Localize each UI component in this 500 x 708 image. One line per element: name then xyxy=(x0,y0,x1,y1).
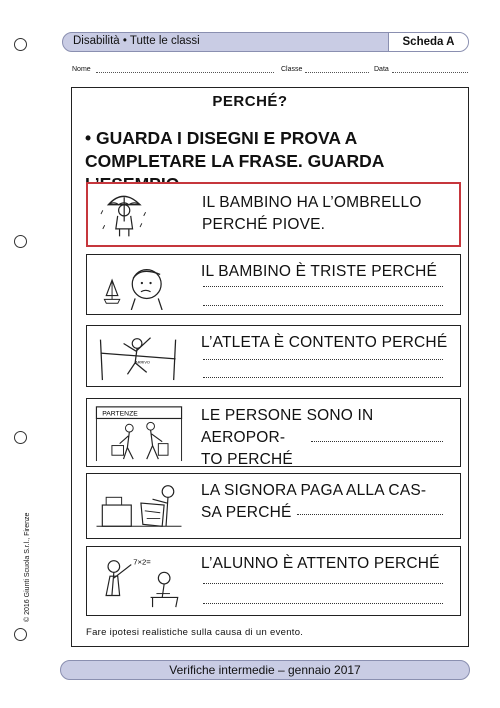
sad-boy-illustration xyxy=(91,259,187,310)
item-row-attentive-pupil xyxy=(86,546,461,616)
scheda-label: Scheda A xyxy=(388,33,468,51)
item-row-lady-paying xyxy=(86,473,461,539)
example-line-1: IL BAMBINO HA L’OMBRELLO xyxy=(202,194,422,211)
item-line-1: L’ATLETA È CONTENTO PERCHÉ xyxy=(201,334,448,351)
answer-line[interactable] xyxy=(203,305,443,306)
attentive-pupil-illustration xyxy=(91,551,187,611)
example-line-2: PERCHÉ PIOVE. xyxy=(202,216,326,233)
date-field[interactable] xyxy=(392,72,468,73)
worksheet-title: PERCHÉ? xyxy=(212,93,288,110)
class-label: Classe xyxy=(281,66,303,73)
name-label: Nome xyxy=(72,66,91,73)
item-text xyxy=(201,480,426,524)
binder-hole xyxy=(14,235,27,248)
item-line-2: TO PERCHÉ xyxy=(201,451,293,468)
footnote: Fare ipotesi realistiche sulla causa di un evento. xyxy=(86,627,304,638)
item-line-1: LA SIGNORA PAGA ALLA CAS- xyxy=(201,482,427,499)
answer-line[interactable] xyxy=(297,514,443,515)
instruction-line-2: COMPLETARE LA FRASE. GUARDA xyxy=(85,151,384,171)
binder-hole xyxy=(14,431,27,444)
answer-line[interactable] xyxy=(203,603,443,604)
item-line-1: LE PERSONE SONO IN AEROPOR- xyxy=(201,407,374,446)
student-info-row xyxy=(72,66,468,78)
item-row-athlete xyxy=(86,325,461,387)
binder-hole xyxy=(14,628,27,641)
blackboard-text: 7×2= xyxy=(133,557,151,567)
lady-paying-illustration xyxy=(91,478,187,534)
answer-line[interactable] xyxy=(203,583,443,584)
answer-line[interactable] xyxy=(203,377,443,378)
header-bar xyxy=(62,32,469,52)
item-line-1: L’ALUNNO È ATTENTO PERCHÉ xyxy=(201,555,440,572)
copyright-notice: © 2016 Giunti Scuola S.r.l., Firenze xyxy=(24,512,31,622)
item-text xyxy=(201,332,447,354)
airport-illustration xyxy=(91,403,187,462)
item-text xyxy=(201,405,460,471)
answer-line[interactable] xyxy=(203,359,443,360)
name-field[interactable] xyxy=(96,72,274,73)
footer-text: Verifiche intermedie – gennaio 2017 xyxy=(169,663,361,677)
answer-line[interactable] xyxy=(311,441,443,442)
binder-hole xyxy=(14,38,27,51)
item-line-1: IL BAMBINO È TRISTE PERCHÉ xyxy=(201,263,438,280)
instruction-line-1: • GUARDA I DISEGNI E PROVA A xyxy=(85,128,358,148)
item-line-2: SA PERCHÉ xyxy=(201,504,292,521)
item-row-airport xyxy=(86,398,461,467)
finish-label: ARRIVO xyxy=(135,360,150,365)
item-text xyxy=(201,261,437,283)
footer-bar xyxy=(60,660,470,680)
class-field[interactable] xyxy=(305,72,369,73)
item-text xyxy=(201,553,440,575)
umbrella-boy-illustration xyxy=(92,188,188,241)
departures-sign: PARTENZE xyxy=(102,410,138,418)
example-row xyxy=(86,182,461,247)
athlete-illustration xyxy=(91,330,187,382)
header-title: Disabilità • Tutte le classi xyxy=(73,35,200,47)
date-label: Data xyxy=(374,66,389,73)
answer-line[interactable] xyxy=(203,286,443,287)
example-text xyxy=(202,192,422,236)
item-row-sad-boy xyxy=(86,254,461,315)
